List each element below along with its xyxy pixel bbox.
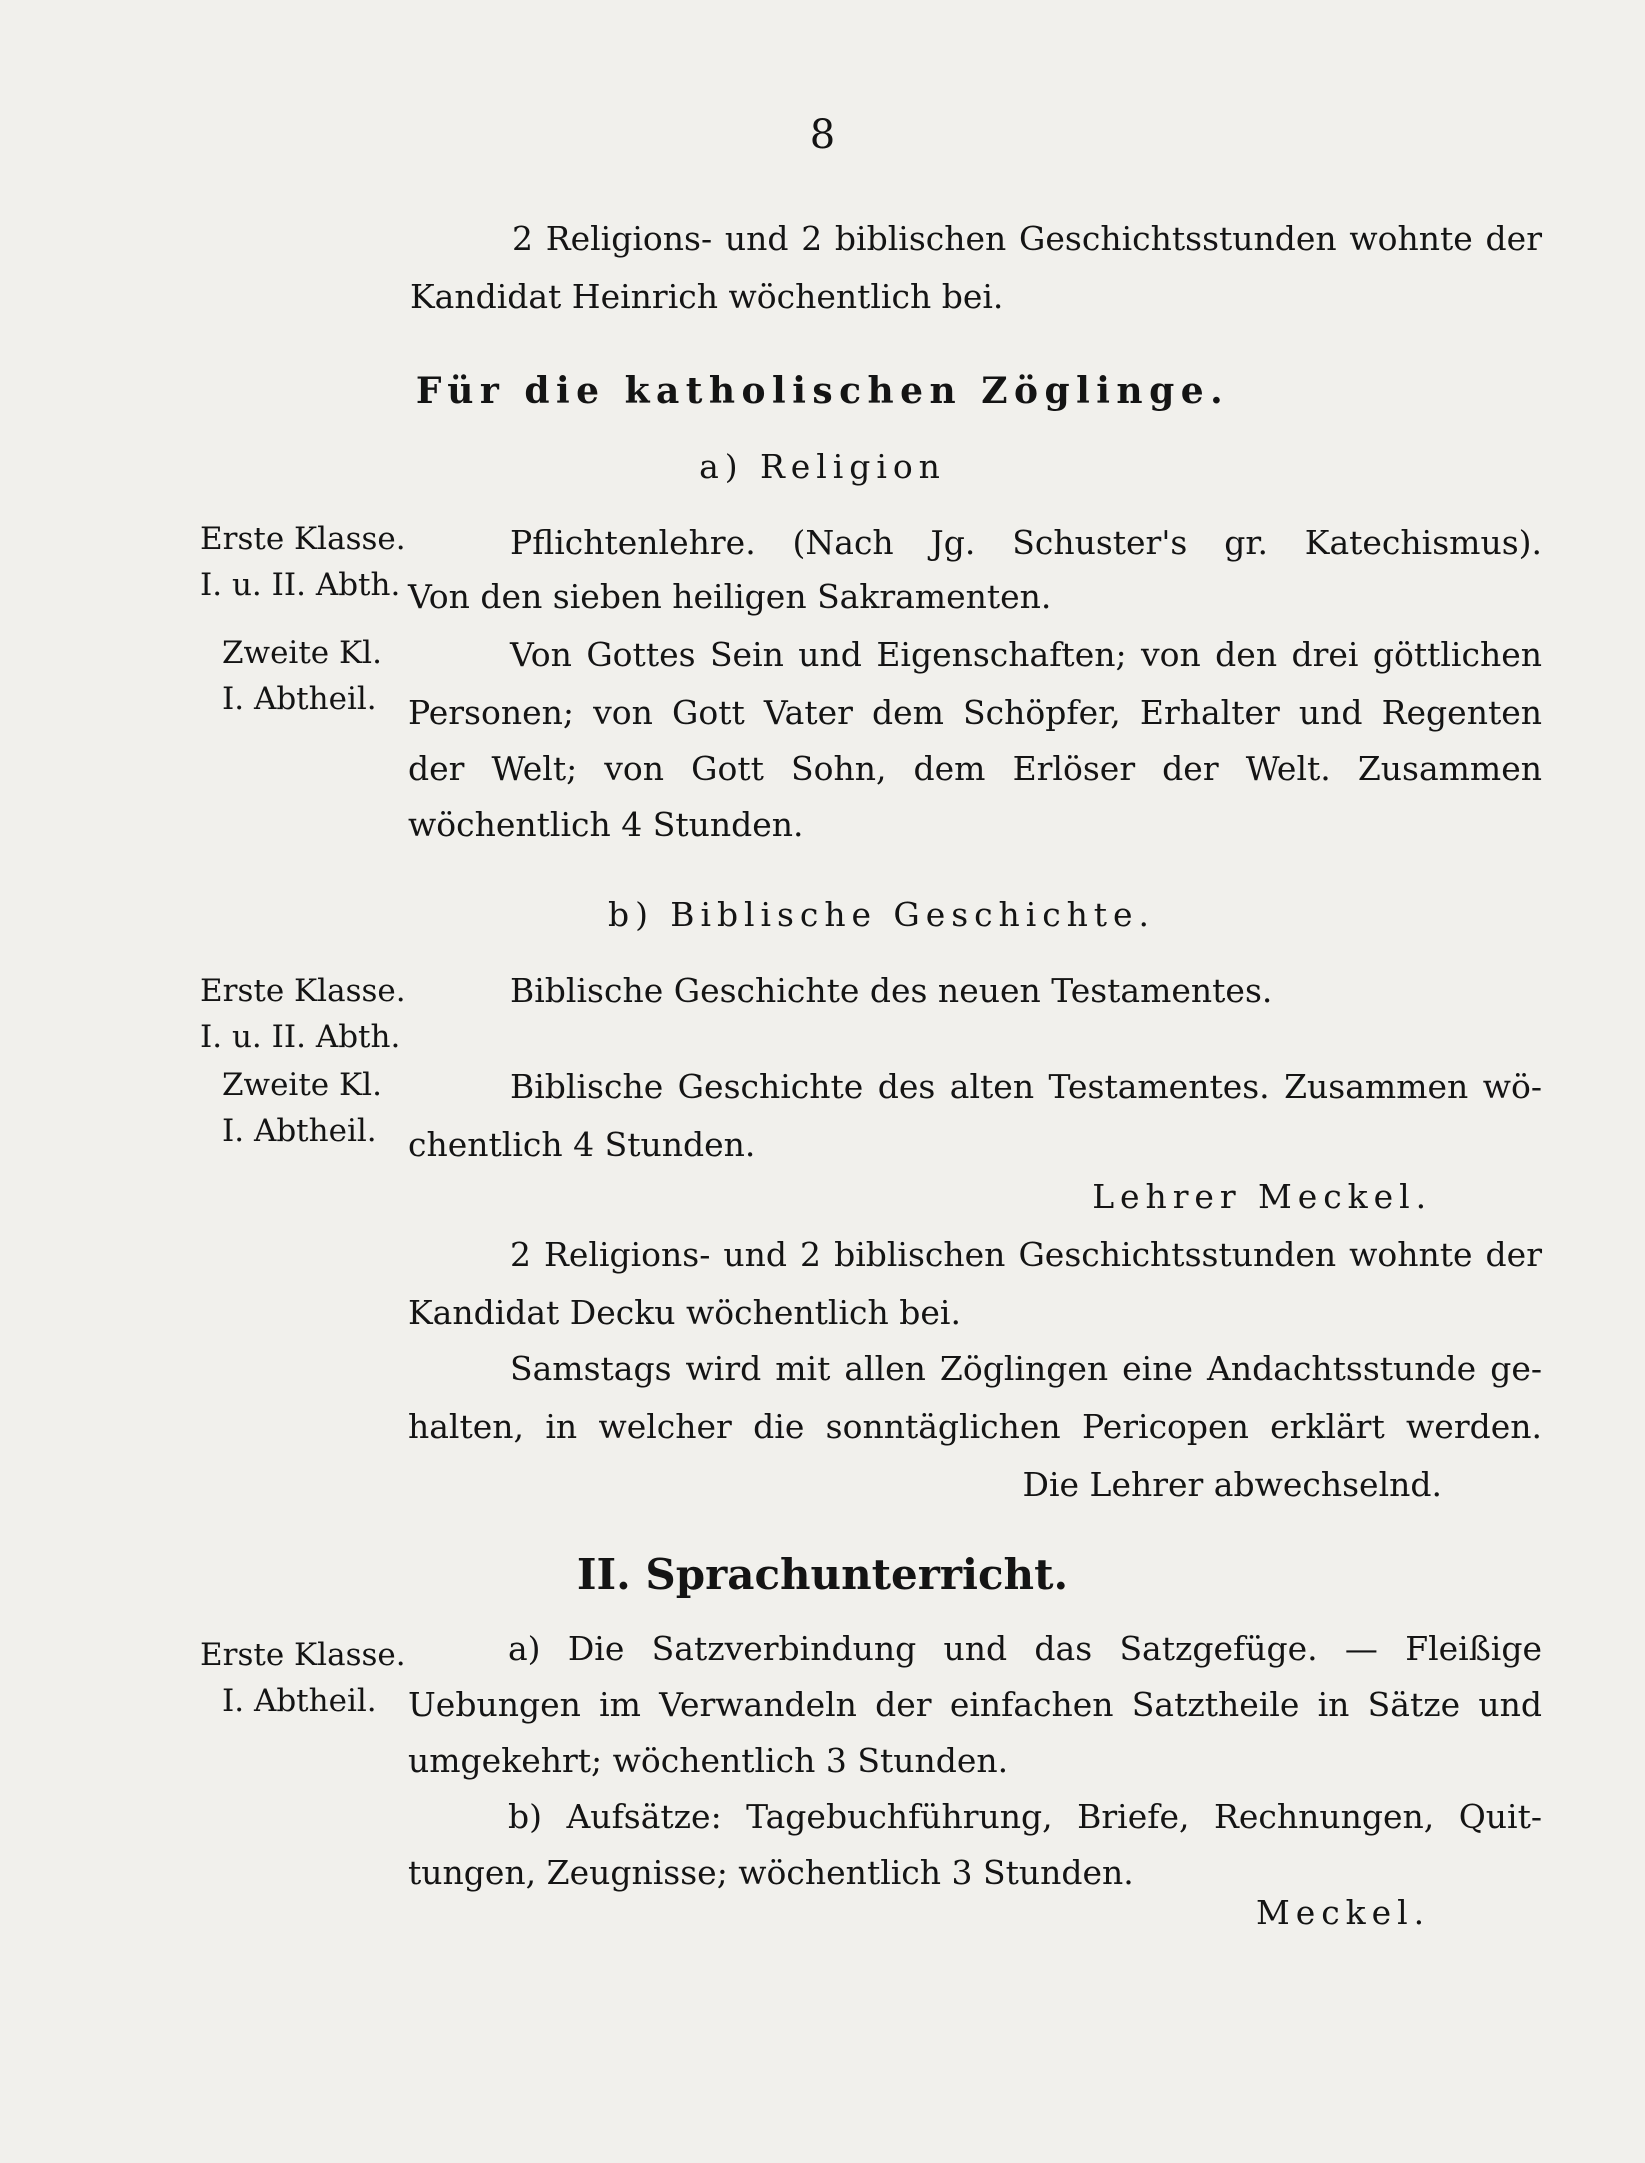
text-line: Biblische Geschichte des neuen Testamentes. xyxy=(510,971,1273,1010)
class-label: Erste Klasse. xyxy=(200,521,406,557)
text-line: 2 Religions- und 2 biblischen Geschichtsstunden wohnte der xyxy=(510,1235,1542,1274)
text-line: Von Gottes Sein und Eigenschaften; von den drei göttlichen xyxy=(510,635,1542,674)
section-heading-catholic: Für die katholischen Zöglinge. xyxy=(415,370,1230,412)
class-label: Erste Klasse. xyxy=(200,973,406,1009)
text-line: Uebungen im Verwandeln der einfachen Satztheile in Sätze und xyxy=(408,1685,1542,1724)
text-line: Samstags wird mit allen Zöglingen eine Andachtsstunde ge- xyxy=(510,1349,1542,1388)
class-label: Erste Klasse. xyxy=(200,1637,406,1673)
page-number: 8 xyxy=(809,112,836,158)
text-line: halten, in welcher die sonntäglichen Pericopen erklärt werden. xyxy=(408,1407,1542,1446)
text-line: tungen, Zeugnisse; wöchentlich 3 Stunden. xyxy=(408,1853,1134,1892)
class-label: I. u. II. Abth. xyxy=(200,567,401,603)
class-label: I. Abtheil. xyxy=(222,1113,377,1149)
text-line: umgekehrt; wöchentlich 3 Stunden. xyxy=(408,1741,1009,1780)
class-label: Zweite Kl. xyxy=(222,1067,382,1103)
text-line: Pflichtenlehre. (Nach Jg. Schuster's gr. Katechismus). xyxy=(510,523,1542,562)
teacher-signature: Die Lehrer abwechselnd. xyxy=(1022,1465,1442,1504)
text-line: wöchentlich 4 Stunden. xyxy=(408,805,804,844)
text-line: 2 Religions- und 2 biblischen Geschichtsstunden wohnte der xyxy=(512,219,1542,258)
class-label: I. Abtheil. xyxy=(222,1683,377,1719)
class-label: Zweite Kl. xyxy=(222,635,382,671)
subsection-heading-religion: a) Religion xyxy=(699,447,946,486)
subsection-heading-bible: b) Biblische Geschichte. xyxy=(608,895,1155,934)
text-line: Personen; von Gott Vater dem Schöpfer, Erhalter und Regenten xyxy=(408,693,1542,732)
text-line: Kandidat Decku wöchentlich bei. xyxy=(408,1293,961,1332)
class-label: I. Abtheil. xyxy=(222,681,377,717)
section-heading-language: II. Sprachunterricht. xyxy=(576,1550,1069,1599)
text-line: chentlich 4 Stunden. xyxy=(408,1125,756,1164)
class-label: I. u. II. Abth. xyxy=(200,1019,401,1055)
text-line: Biblische Geschichte des alten Testamentes. Zusammen wö- xyxy=(510,1067,1542,1106)
text-line: b) Aufsätze: Tagebuchführung, Briefe, Rechnungen, Quit- xyxy=(508,1797,1542,1836)
text-line: Kandidat Heinrich wöchentlich bei. xyxy=(410,277,1004,316)
teacher-signature: Lehrer Meckel. xyxy=(1092,1177,1432,1216)
text-line: der Welt; von Gott Sohn, dem Erlöser der Welt. Zusammen xyxy=(408,749,1542,788)
text-line: a) Die Satzverbindung und das Satzgefüge. — Fleißige xyxy=(508,1629,1542,1668)
teacher-signature: Meckel. xyxy=(1256,1893,1430,1932)
text-line: Von den sieben heiligen Sakramenten. xyxy=(408,577,1052,616)
